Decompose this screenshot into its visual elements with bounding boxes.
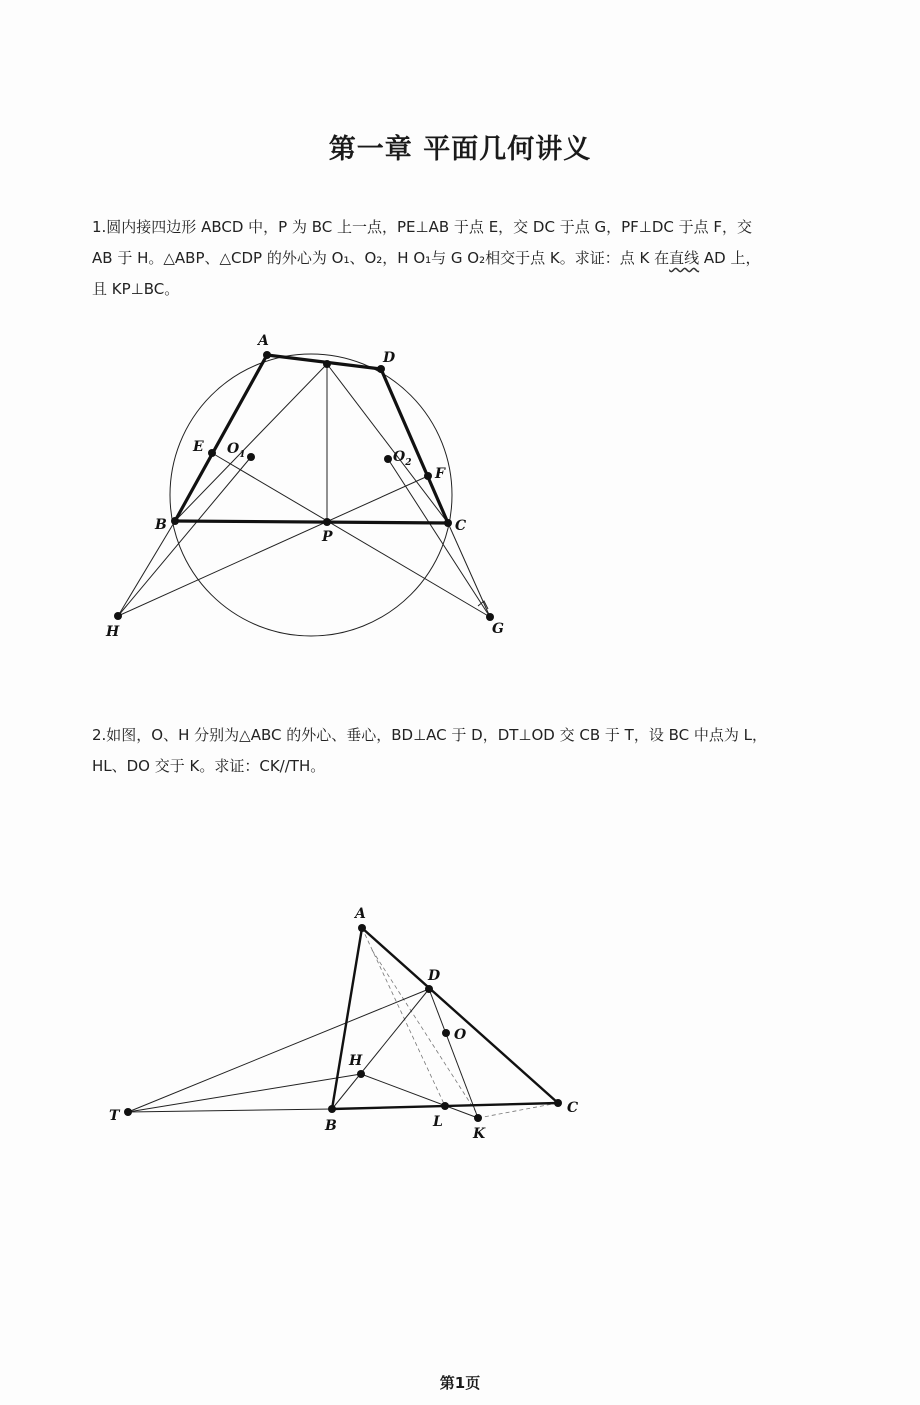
label-h: H xyxy=(106,624,120,640)
label-b: B xyxy=(155,517,167,533)
label-o2-sub: 2 xyxy=(405,458,412,468)
point-k xyxy=(474,1114,482,1122)
label-e: E xyxy=(193,439,204,455)
problem-1-line-2-tail: AD 上， xyxy=(699,249,761,267)
label-a2: A xyxy=(355,906,366,922)
label-a: A xyxy=(258,333,269,349)
line-t-b xyxy=(128,1109,332,1112)
problem-1-line-3: 且 KP⊥BC。 xyxy=(92,280,180,298)
label-g: G xyxy=(492,621,504,637)
label-o2-main: O xyxy=(393,449,406,465)
line-b-d xyxy=(332,989,429,1109)
label-o: O xyxy=(454,1027,467,1043)
problem-1-line-1: 1.圆内接四边形 ABCD 中，P 为 BC 上一点，PE⊥AB 于点 E，交 DC 于点 G，PF⊥DC 于点 F，交 xyxy=(92,218,753,236)
point-c2 xyxy=(554,1099,562,1107)
point-o xyxy=(442,1029,450,1037)
point-l xyxy=(441,1102,449,1110)
problem-2-line-2: HL、DO 交于 K。求证：CK//TH。 xyxy=(92,757,326,775)
label-t: T xyxy=(109,1108,120,1124)
label-l: L xyxy=(433,1114,443,1130)
label-o1-sub: 1 xyxy=(239,450,246,460)
label-p: P xyxy=(322,529,333,545)
line-h-k xyxy=(361,1074,478,1118)
problem-1-emphasis: 直线 xyxy=(669,249,700,267)
label-d: D xyxy=(383,350,396,366)
chapter-title: 第一章 平面几何讲义 xyxy=(328,134,592,165)
label-k: K xyxy=(473,1126,486,1142)
label-f: F xyxy=(435,466,445,482)
label-o1-main: O xyxy=(227,441,240,457)
label-c: C xyxy=(455,518,467,534)
point-d2 xyxy=(425,985,433,993)
label-h2: H xyxy=(349,1053,363,1069)
side-ac xyxy=(362,928,558,1103)
problem-1-line-2-text: AB 于 H。△ABP、△CDP 的外心为 O₁、O₂，H O₁与 G O₂相交于点 K。求证：点 K 在 xyxy=(92,249,670,267)
label-b2: B xyxy=(325,1118,337,1134)
problem-2-line-1: 2.如图，O、H 分别为△ABC 的外心、垂心，BD⊥AC 于 D，DT⊥OD 交 CB 于 T，设 BC 中点为 L， xyxy=(92,726,767,744)
label-c2: C xyxy=(567,1100,579,1116)
page-number: 第1页 xyxy=(439,1374,481,1392)
point-b2 xyxy=(328,1105,336,1113)
point-h2 xyxy=(357,1070,365,1078)
line-t-d xyxy=(128,989,429,1112)
line-t-h xyxy=(128,1074,361,1112)
point-a2 xyxy=(358,924,366,932)
point-t xyxy=(124,1108,132,1116)
label-d2: D xyxy=(428,968,441,984)
